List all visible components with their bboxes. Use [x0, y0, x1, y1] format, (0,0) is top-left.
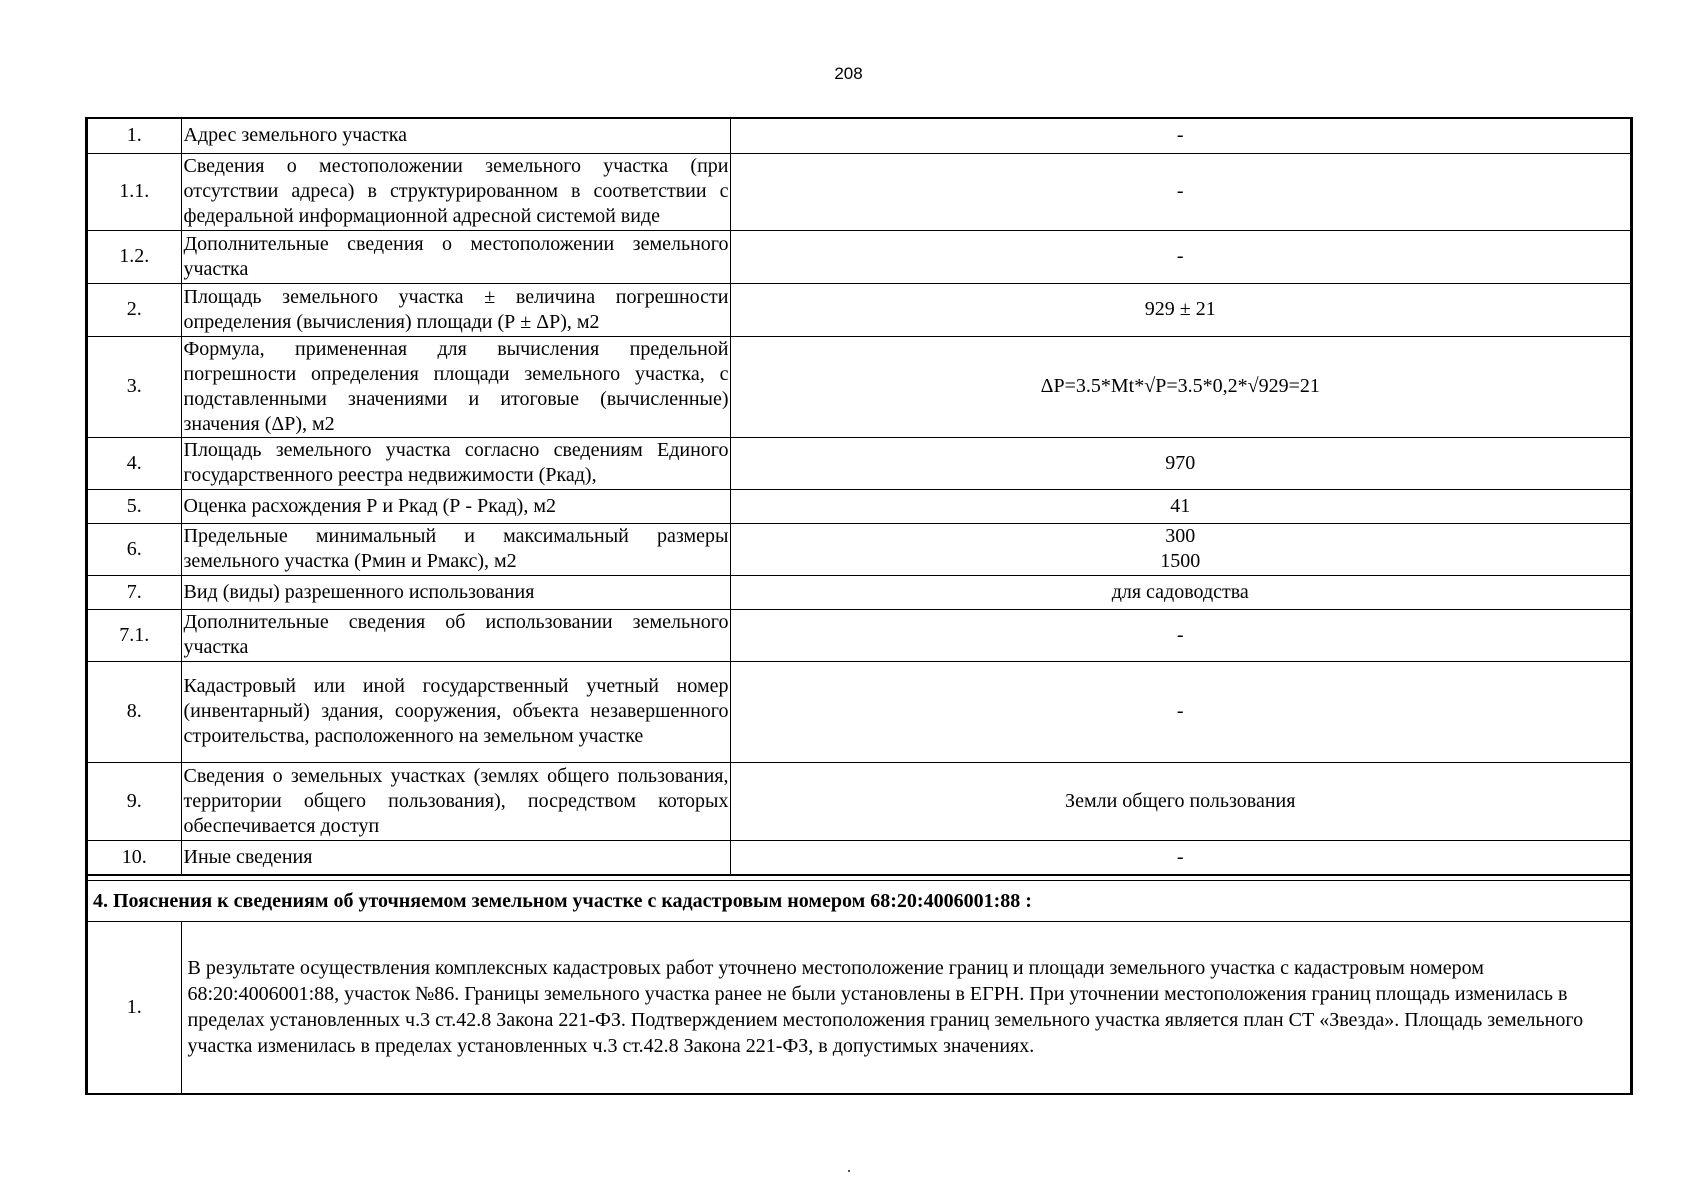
- row-label: Площадь земельного участка согласно сведениям Единого государственного реестра недвижимости (Ркад),: [181, 437, 730, 489]
- row-number: 6.: [88, 523, 181, 575]
- row-value: -: [730, 230, 1630, 283]
- row-label: Дополнительные сведения о местоположении земельного участка: [181, 230, 730, 283]
- row-value: -: [730, 840, 1630, 874]
- row-value: -: [730, 609, 1630, 661]
- row-label: Сведения о местоположении земельного участка (при отсутствии адреса) в структурированном в соответствии с федеральной информационной адресной системой виде: [181, 153, 730, 230]
- row-value: 41: [730, 489, 1630, 523]
- row-number: 2.: [88, 283, 181, 336]
- page-number: 208: [834, 64, 863, 83]
- table-row: [88, 922, 1630, 1093]
- section-4-title: 4. Пояснения к сведениям об уточняемом земельном участке с кадастровым номером 68:20:4006001:88 :: [88, 881, 1630, 922]
- row-label: Иные сведения: [181, 840, 730, 874]
- row-number: 5.: [88, 489, 181, 523]
- note-text: В результате осуществления комплексных кадастровых работ уточнено местоположение границ и площади земельного участка с кадастровым номером 68:20:4006001:88, участок №86. Границы земельного участка ранее не были установлены в ЕГРН. При уточнении местоположения границ площадь изменилась в пределах установленных ч.3 ст.42.8 Закона 221-ФЗ. Подтверждением местоположения границ земельного участка является план СТ «Звезда». Площадь земельного участка изменилась в пределах установленных ч.3 ст.42.8 Закона 221-ФЗ, в допустимых значениях.: [187, 957, 1584, 1057]
- land-plot-table: [85, 117, 1633, 1095]
- row-number: 1.: [88, 119, 181, 153]
- row-value: Земли общего пользования: [730, 762, 1630, 840]
- row-value: ΔР=3.5*Mt*√Р=3.5*0,2*√929=21: [730, 336, 1630, 437]
- row-label: Площадь земельного участка ± величина погрешности определения (вычисления) площади (Р ± ΔР), м2: [181, 283, 730, 336]
- row-number: 8.: [88, 661, 181, 762]
- table-row: [88, 840, 1630, 874]
- row-label: Формула, примененная для вычисления предельной погрешности определения площади земельного участка, с подставленными значениями и итоговые (вычисленные) значения (ΔР), м2: [181, 336, 730, 437]
- row-number: 1.2.: [88, 230, 181, 283]
- table-row: [88, 230, 1630, 283]
- row-number: 7.1.: [88, 609, 181, 661]
- table-row: [88, 283, 1630, 336]
- table-row: [88, 661, 1630, 762]
- table-row: [88, 336, 1630, 437]
- row-label: Вид (виды) разрешенного использования: [181, 575, 730, 609]
- table-row: [88, 437, 1630, 489]
- table-row: [88, 119, 1630, 153]
- row-value: -: [730, 119, 1630, 153]
- row-value: для садоводства: [730, 575, 1630, 609]
- footer-mark: [848, 1170, 850, 1172]
- table-row: [88, 489, 1630, 523]
- row-number: 10.: [88, 840, 181, 874]
- row-number: 7.: [88, 575, 181, 609]
- row-label: Оценка расхождения Р и Ркад (Р - Ркад), м2: [181, 489, 730, 523]
- section-4-notes: [88, 922, 1630, 1093]
- row-number: 1.1.: [88, 153, 181, 230]
- row-label: Дополнительные сведения об использовании земельного участка: [181, 609, 730, 661]
- row-value: [730, 523, 1630, 575]
- row-number: 4.: [88, 437, 181, 489]
- min-size-value: 300: [1165, 525, 1196, 547]
- row-value: 929 ± 21: [730, 283, 1630, 336]
- row-value: -: [730, 153, 1630, 230]
- row-label: Сведения о земельных участках (землях общего пользования, территории общего пользования), посредством которых обеспечивается доступ: [181, 762, 730, 840]
- plot-details-table: [88, 119, 1630, 875]
- row-label: Адрес земельного участка: [181, 119, 730, 153]
- row-number: 9.: [88, 762, 181, 840]
- note-number: 1.: [88, 922, 181, 1093]
- table-row: [88, 575, 1630, 609]
- table-row: [88, 523, 1630, 575]
- row-value: 970: [730, 437, 1630, 489]
- table-row: [88, 609, 1630, 661]
- max-size-value: 1500: [1160, 550, 1201, 572]
- row-label: Предельные минимальный и максимальный размеры земельного участка (Рмин и Рмакс), м2: [181, 523, 730, 575]
- row-label: Кадастровый или иной государственный учетный номер (инвентарный) здания, сооружения, объекта незавершенного строительства, расположенного на земельном участке: [181, 661, 730, 762]
- table-row: [88, 762, 1630, 840]
- row-number: 3.: [88, 336, 181, 437]
- table-row: [88, 153, 1630, 230]
- row-value: -: [730, 661, 1630, 762]
